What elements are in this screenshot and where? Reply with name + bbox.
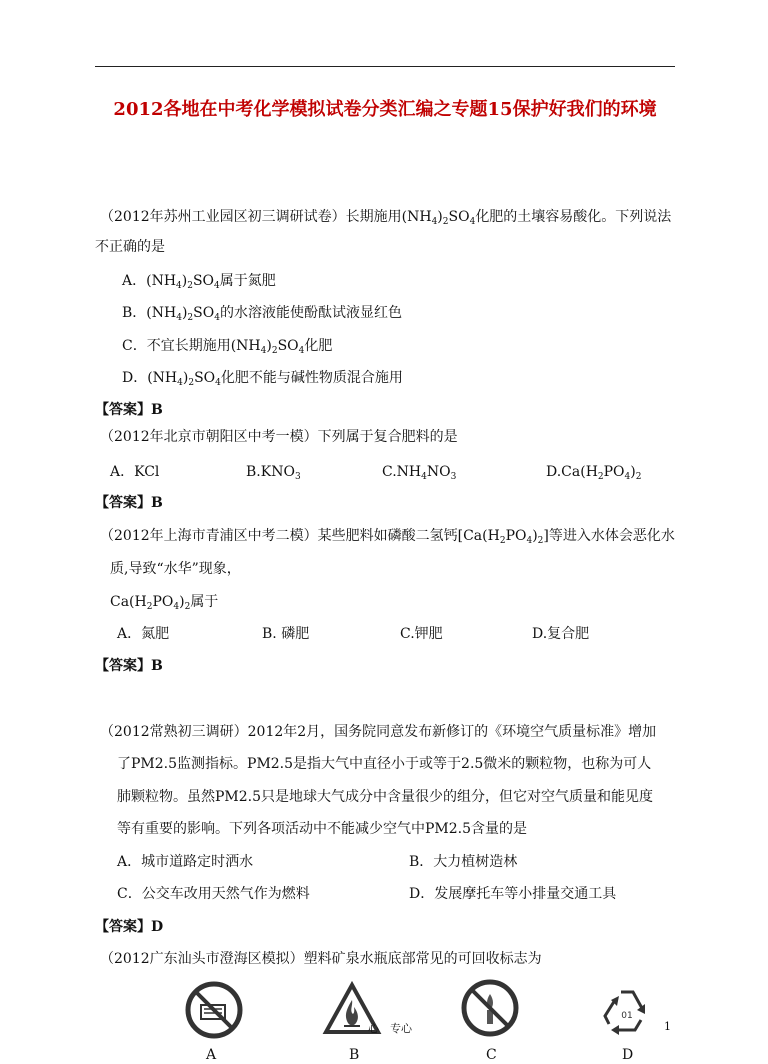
no-smoking-sign-icon xyxy=(460,978,520,1038)
q2-option-b: $B.KNO_3$ xyxy=(246,464,301,482)
q5-label-c: C xyxy=(486,1047,497,1063)
q1-option-b: B．$(NH_4)_2SO_4$的水溶液能使酚酞试液显红色 xyxy=(122,305,402,323)
q2-option-c: $C.NH_4NO_3$ xyxy=(382,464,457,482)
page-title: 2012各地在中考化学模拟试卷分类汇编之专题15保护好我们的环境 xyxy=(113,99,657,120)
q3-answer: 【答案】B xyxy=(95,658,163,674)
q3-option-a: A．氮肥 xyxy=(117,626,170,642)
q3-stem-line2: 质,导致“水华”现象， xyxy=(110,561,241,577)
q3-stem-line1: （2012年上海市青浦区中考二模）某些肥料如磷酸二氢钙$[Ca(H_2PO_4)_2]$等进入水体会恶化水 xyxy=(100,528,675,546)
q4-option-d: D．发展摩托车等小排量交通工具 xyxy=(409,886,617,902)
recycle-number: 01 xyxy=(621,1011,633,1021)
q4-option-c: C．公交车改用天然气作为燃料 xyxy=(117,886,310,902)
q4-stem-line1: （2012常熟初三调研）2012年2月，国务院同意发布新修订的《环境空气质量标准》增加 xyxy=(100,724,657,740)
page-number: 1 xyxy=(664,1020,671,1033)
q2-stem: （2012年北京市朝阳区中考一模）下列属于复合肥料的是 xyxy=(100,429,458,445)
q4-option-a: A．城市道路定时洒水 xyxy=(117,854,254,870)
q5-label-d: D xyxy=(622,1047,634,1063)
q4-answer: 【答案】D xyxy=(95,919,164,935)
q1-option-a: A．$(NH_4)_2SO_4$属于氮肥 xyxy=(122,273,276,291)
q1-option-c: C．不宜长期施用$(NH_4)_2SO_4$化肥 xyxy=(122,338,333,356)
header-rule xyxy=(95,66,675,67)
q3-option-d: D.复合肥 xyxy=(532,626,590,642)
no-reading-sign-icon xyxy=(184,980,244,1040)
q4-stem-line4: 等有重要的影响。下列各项活动中不能减少空气中PM2.5含量的是 xyxy=(117,821,528,837)
q2-option-a: A．KCl xyxy=(110,464,160,480)
recycle-symbol-icon xyxy=(597,980,657,1040)
q3-stem-line3: $Ca(H_2PO_4)_2$属于 xyxy=(110,594,219,612)
q5-stem: （2012广东汕头市澄海区模拟）塑料矿泉水瓶底部常见的可回收标志为 xyxy=(100,951,542,967)
q4-option-b: B．大力植树造林 xyxy=(409,854,518,870)
q1-option-d: D．$(NH_4)_2SO_4$化肥不能与碱性物质混合施用 xyxy=(122,370,403,388)
q4-stem-line3: 肺颗粒物。虽然PM2.5只是地球大气成分中含量很少的组分，但它对空气质量和能见度 xyxy=(117,789,654,805)
q1-stem-line2: 不正确的是 xyxy=(95,239,165,255)
q4-stem-line2: 了PM2.5监测指标。PM2.5是指大气中直径小于或等于2.5微米的颗粒物，也称为可人 xyxy=(117,756,652,772)
q1-answer: 【答案】B xyxy=(95,402,163,418)
q2-option-d: $D.Ca(H_2PO_4)_2$ xyxy=(546,464,642,482)
q5-label-a: A xyxy=(206,1047,217,1063)
q5-label-b: B xyxy=(349,1047,360,1063)
footer-watermark: 心 专心 xyxy=(368,1022,412,1035)
q3-option-c: C.钾肥 xyxy=(400,626,443,642)
q3-option-b: B. 磷肥 xyxy=(262,626,310,642)
q2-answer: 【答案】B xyxy=(95,495,163,511)
q1-stem-line1: （2012年苏州工业园区初三调研试卷）长期施用$(NH_4)_2SO_4$化肥的土壤容易酸化。下列说法 xyxy=(100,209,672,227)
